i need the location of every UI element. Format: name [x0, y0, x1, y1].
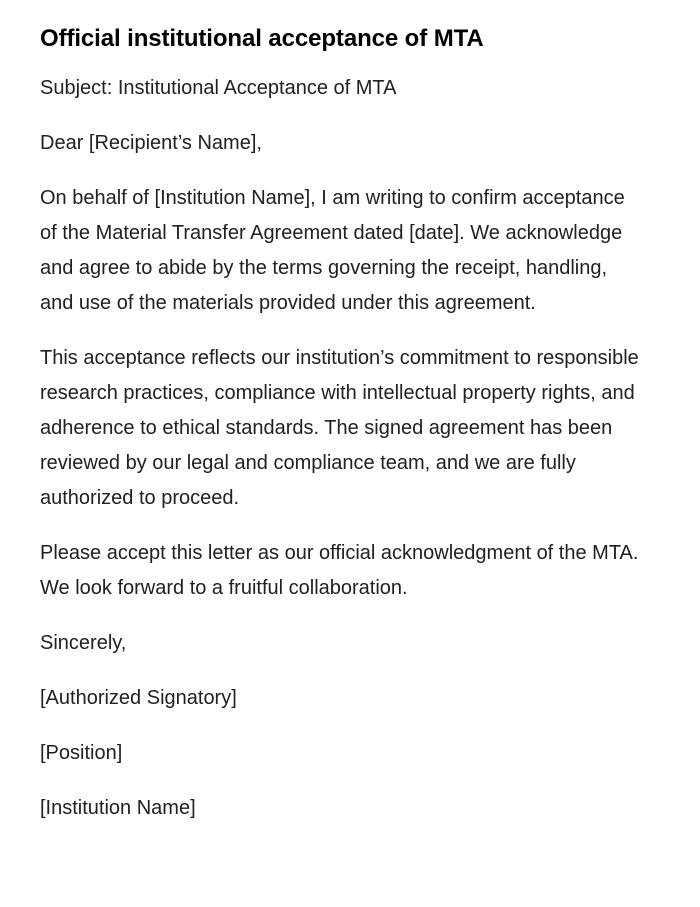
salutation: Dear [Recipient’s Name],: [40, 132, 262, 154]
document-body: [40, 71, 640, 826]
page-title: Official institutional acceptance of MTA: [40, 25, 484, 52]
signature-name: [Authorized Signatory]: [40, 687, 237, 709]
signature-position: [Position]: [40, 742, 123, 764]
body-paragraph-1: On behalf of [Institution Name], I am writing to confirm acceptance of the Material Transfer Agreement dated [date]. We acknowledge and agree to abide by the terms governing the receipt, handling, and use of the materials provided under this agreement.: [40, 187, 625, 314]
closing: Sincerely,: [40, 632, 127, 654]
subject-line: Subject: Institutional Acceptance of MTA: [40, 77, 397, 99]
signature-institution: [Institution Name]: [40, 797, 196, 819]
body-paragraph-2: This acceptance reflects our institution’s commitment to responsible research practices, compliance with intellectual property rights, and adherence to ethical standards. The signed agreement has been reviewed by our legal and compliance team, and we are fully authorized to proceed.: [40, 347, 639, 509]
body-paragraph-3: Please accept this letter as our official acknowledgment of the MTA. We look forward to a fruitful collaboration.: [40, 542, 639, 599]
